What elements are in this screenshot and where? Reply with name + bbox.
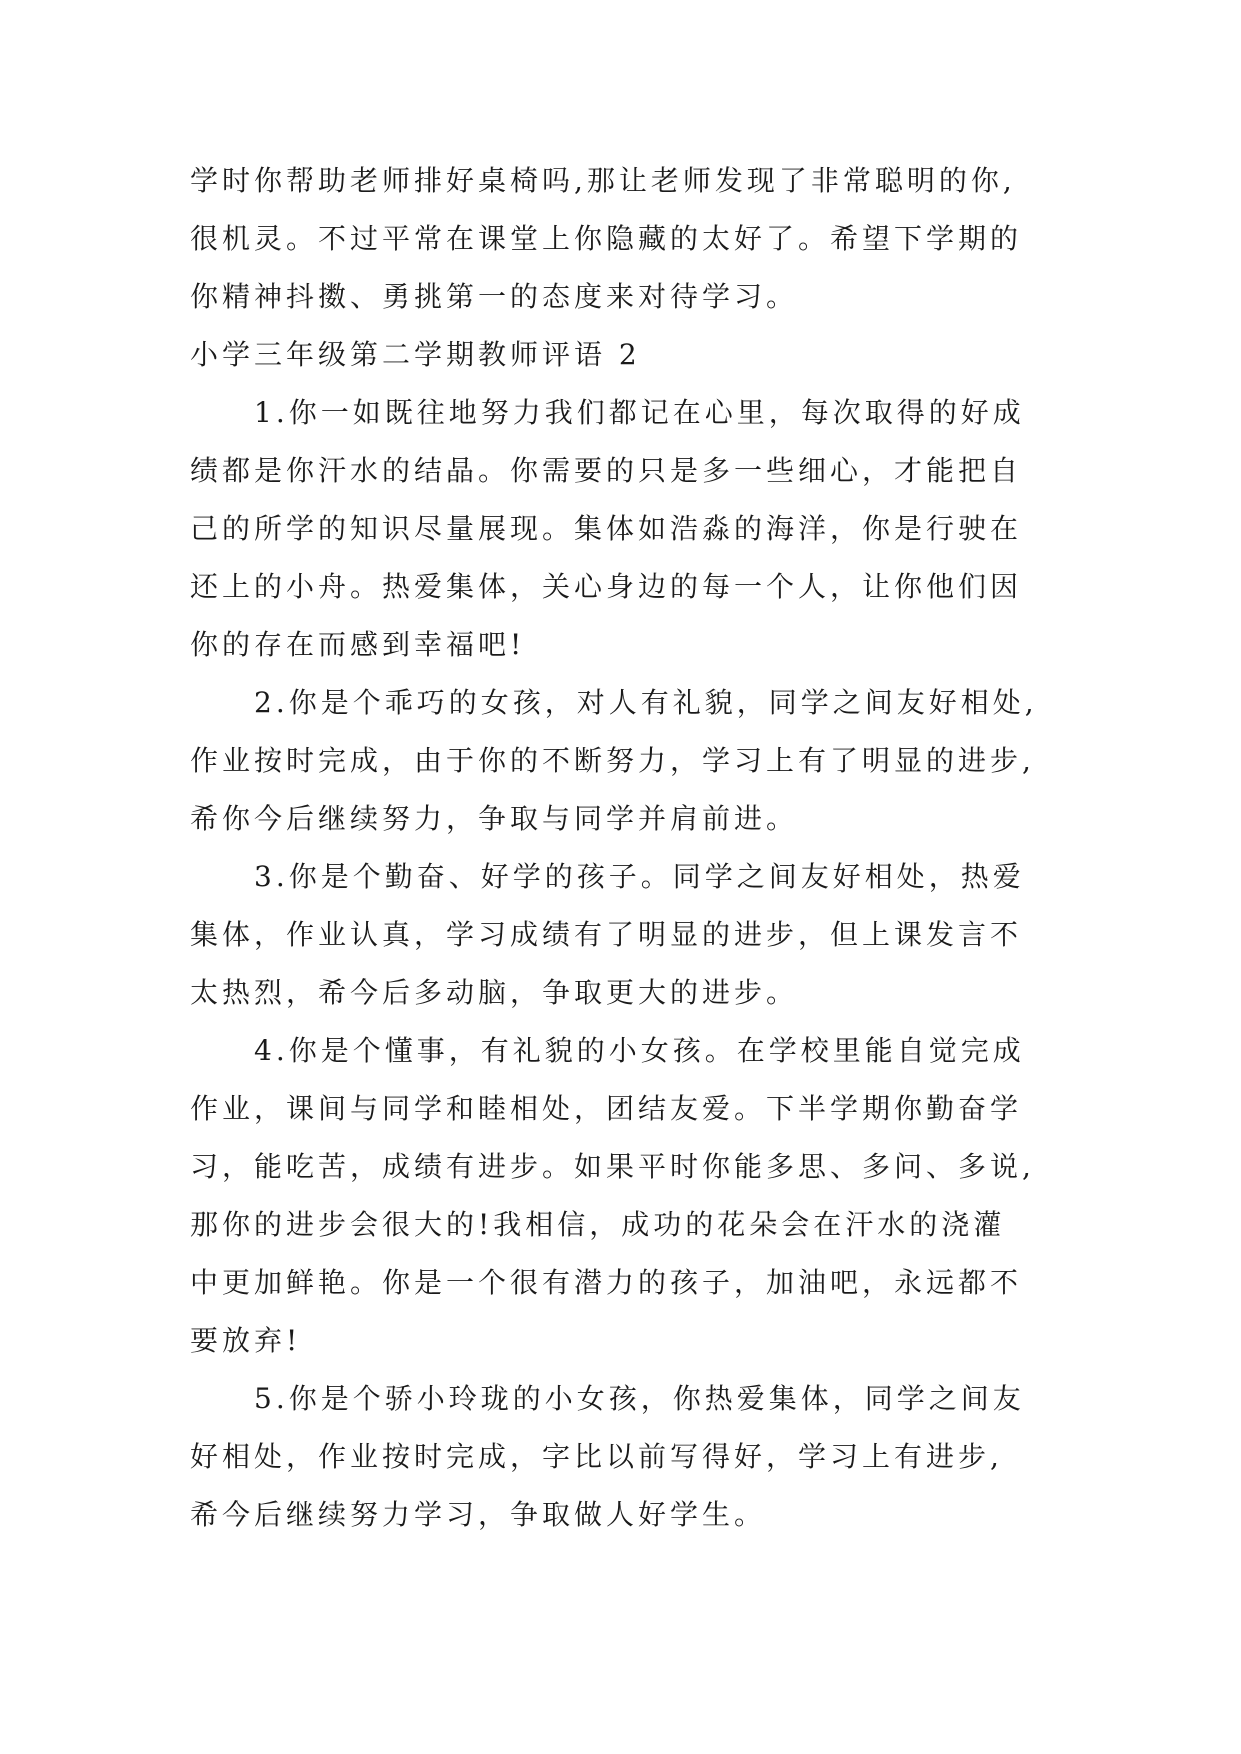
section-title: 小学三年级第二学期教师评语 2 [190, 338, 641, 371]
text-line: 中更加鲜艳。你是一个很有潜力的孩子，加油吧，永远都不 [190, 1266, 1023, 1299]
comment-item-2 [190, 674, 1070, 848]
comment-item-1 [190, 384, 1070, 674]
text-line: 学时你帮助老师排好桌椅吗,那让老师发现了非常聪明的你, [190, 164, 1016, 197]
text-line: 习，能吃苦，成绩有进步。如果平时你能多思、多问、多说, [190, 1150, 1035, 1183]
text-line: 作业，课间与同学和睦相处，团结友爱。下半学期你勤奋学 [190, 1092, 1023, 1125]
text-line: 3.你是个勤奋、好学的孩子。同学之间友好相处，热爱 [254, 860, 1025, 893]
comment-item-5 [190, 1370, 1070, 1544]
comment-item-3 [190, 848, 1070, 1022]
text-line: 2.你是个乖巧的女孩，对人有礼貌，同学之间友好相处, [254, 686, 1038, 719]
text-line: 你精神抖擞、勇挑第一的态度来对待学习。 [190, 280, 799, 313]
text-line: 很机灵。不过平常在课堂上你隐藏的太好了。希望下学期的 [190, 222, 1023, 255]
text-line: 还上的小舟。热爱集体，关心身边的每一个人，让你他们因 [190, 570, 1023, 603]
comment-item-4 [190, 1022, 1070, 1370]
text-line: 绩都是你汗水的结晶。你需要的只是多一些细心，才能把自 [190, 454, 1023, 487]
text-line: 好相处，作业按时完成，字比以前写得好，学习上有进步, [190, 1440, 1003, 1473]
text-line: 己的所学的知识尽量展现。集体如浩淼的海洋，你是行驶在 [190, 512, 1023, 545]
text-line: 作业按时完成，由于你的不断努力，学习上有了明显的进步, [190, 744, 1035, 777]
text-line: 希你今后继续努力，争取与同学并肩前进。 [190, 802, 799, 835]
text-line: 4.你是个懂事，有礼貌的小女孩。在学校里能自觉完成 [254, 1034, 1025, 1067]
text-line: 那你的进步会很大的!我相信，成功的花朵会在汗水的浇灌 [190, 1208, 1006, 1241]
text-line: 希今后继续努力学习，争取做人好学生。 [190, 1498, 767, 1531]
continuation-paragraph [190, 152, 1070, 326]
text-line: 1.你一如既往地努力我们都记在心里，每次取得的好成 [254, 396, 1025, 429]
text-line: 5.你是个骄小玲珑的小女孩，你热爱集体，同学之间友 [254, 1382, 1025, 1415]
text-line: 太热烈，希今后多动脑，争取更大的进步。 [190, 976, 799, 1009]
document-body [190, 152, 1070, 1544]
text-line: 集体，作业认真，学习成绩有了明显的进步，但上课发言不 [190, 918, 1023, 951]
text-line: 你的存在而感到幸福吧! [190, 628, 526, 661]
text-line: 要放弃! [190, 1324, 302, 1357]
